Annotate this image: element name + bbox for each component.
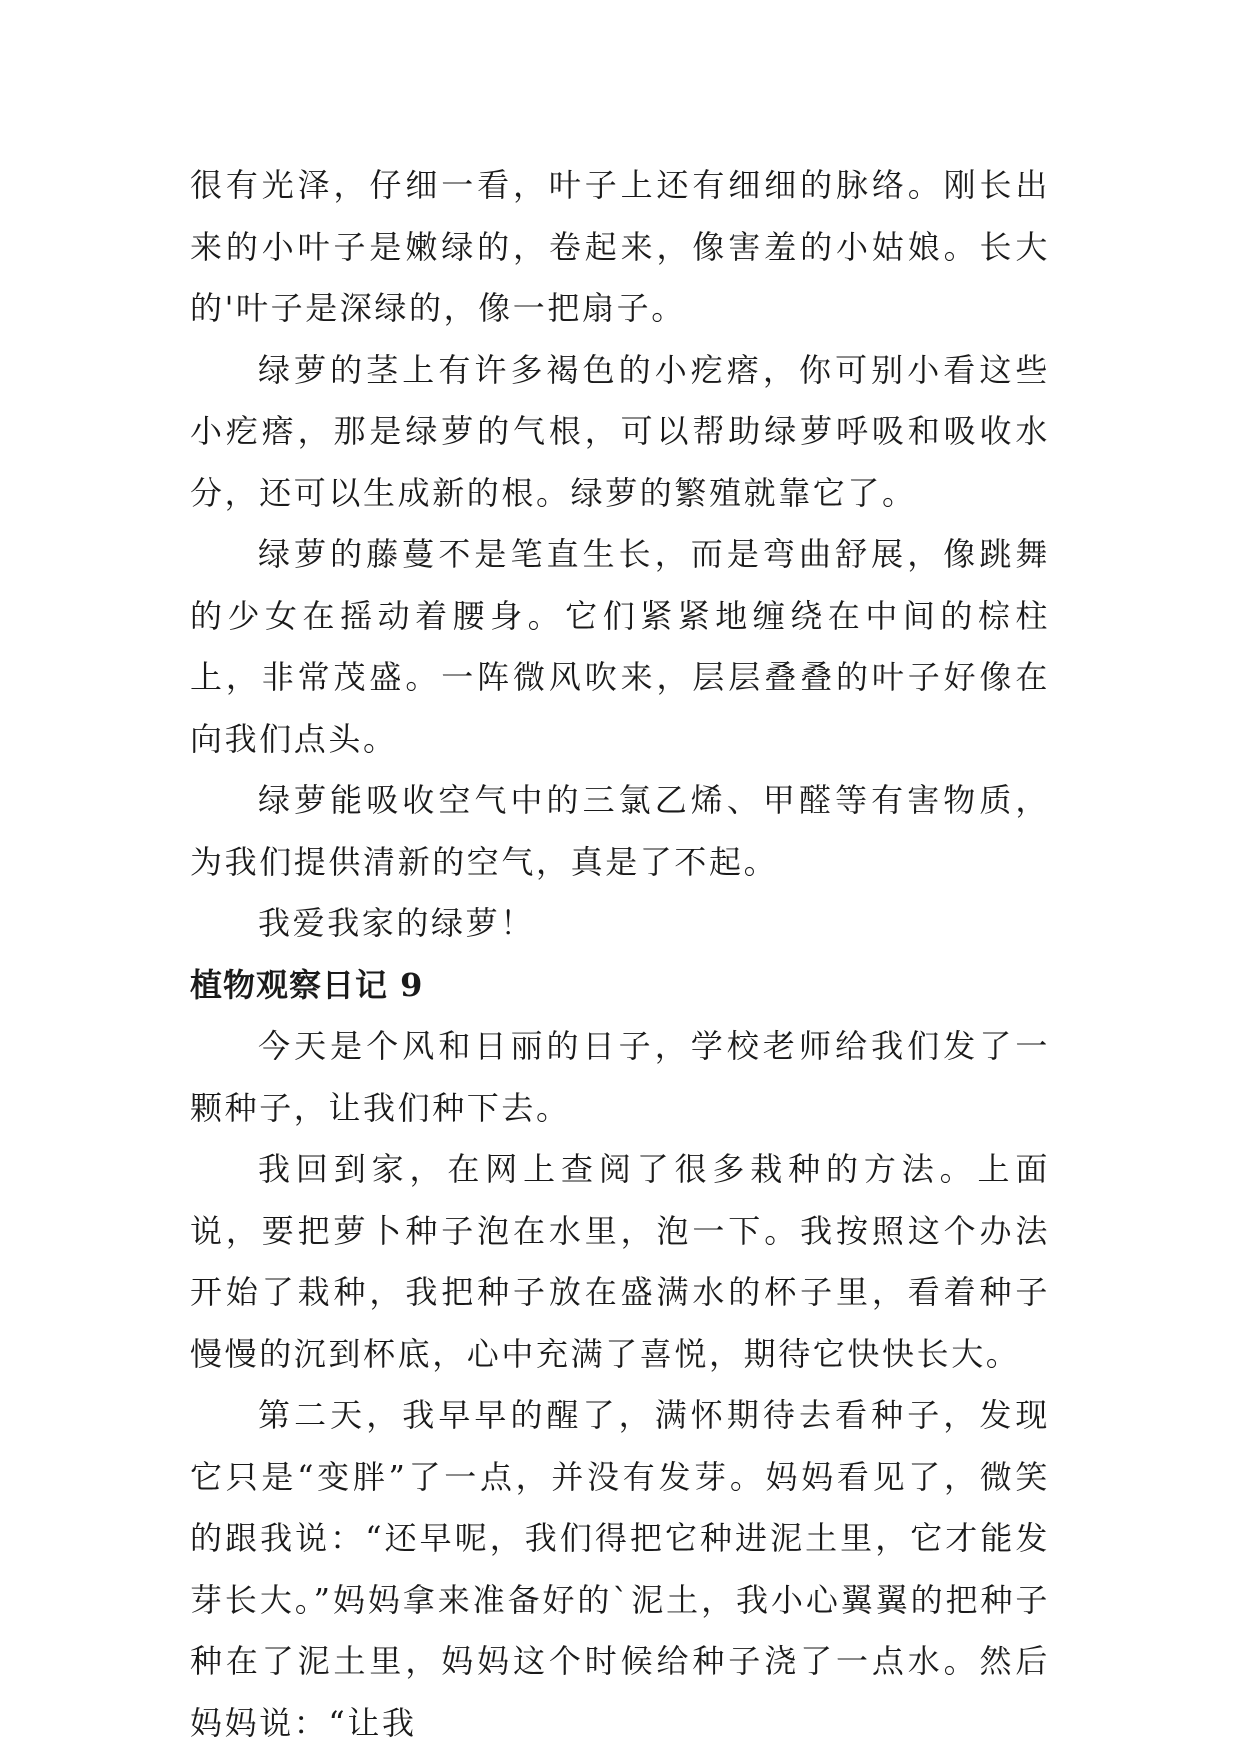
document-page xyxy=(190,155,1050,1754)
paragraph-soaking-seed: 我回到家，在网上查阅了很多栽种的方法。上面说，要把萝卜种子泡在水里，泡一下。我按照这个办法开始了栽种，我把种子放在盛满水的杯子里，看着种子慢慢的沉到杯底，心中充满了喜悦，期待它快快长大。 xyxy=(190,1150,1050,1373)
paragraph-air-purifying: 绿萝能吸收空气中的三氯乙烯、甲醛等有害物质，为我们提供清新的空气，真是了不起。 xyxy=(190,781,1050,881)
paragraph-seed-given: 今天是个风和日丽的日子，学校老师给我们发了一颗种子，让我们种下去。 xyxy=(190,1027,1050,1127)
section-heading: 植物观察日记 9 xyxy=(190,965,424,1004)
paragraph-aerial-roots: 绿萝的茎上有许多褐色的小疙瘩，你可别小看这些小疙瘩，那是绿萝的气根，可以帮助绿萝呼吸和吸收水分，还可以生成新的根。绿萝的繁殖就靠它了。 xyxy=(190,350,1050,512)
paragraph-vines: 绿萝的藤蔓不是笔直生长，而是弯曲舒展，像跳舞的少女在摇动着腰身。它们紧紧地缠绕在中间的棕柱上，非常茂盛。一阵微风吹来，层层叠叠的叶子好像在向我们点头。 xyxy=(190,535,1050,758)
paragraph-leaves: 很有光泽，仔细一看，叶子上还有细细的脉络。刚长出来的小叶子是嫩绿的，卷起来，像害羞的小姑娘。长大的'叶子是深绿的，像一把扇子。 xyxy=(190,166,1050,327)
paragraph-love-pothos: 我爱我家的绿萝！ xyxy=(258,904,535,942)
paragraph-second-day: 第二天，我早早的醒了，满怀期待去看种子，发现它只是“变胖”了一点，并没有发芽。妈妈看见了，微笑的跟我说：“还早呢，我们得把它种进泥土里，它才能发芽长大。”妈妈拿来准备好的`泥土，我小心翼翼的把种子种在了泥土里，妈妈这个时候给种子浇了一点水。然后妈妈说：“让我 xyxy=(190,1396,1050,1742)
